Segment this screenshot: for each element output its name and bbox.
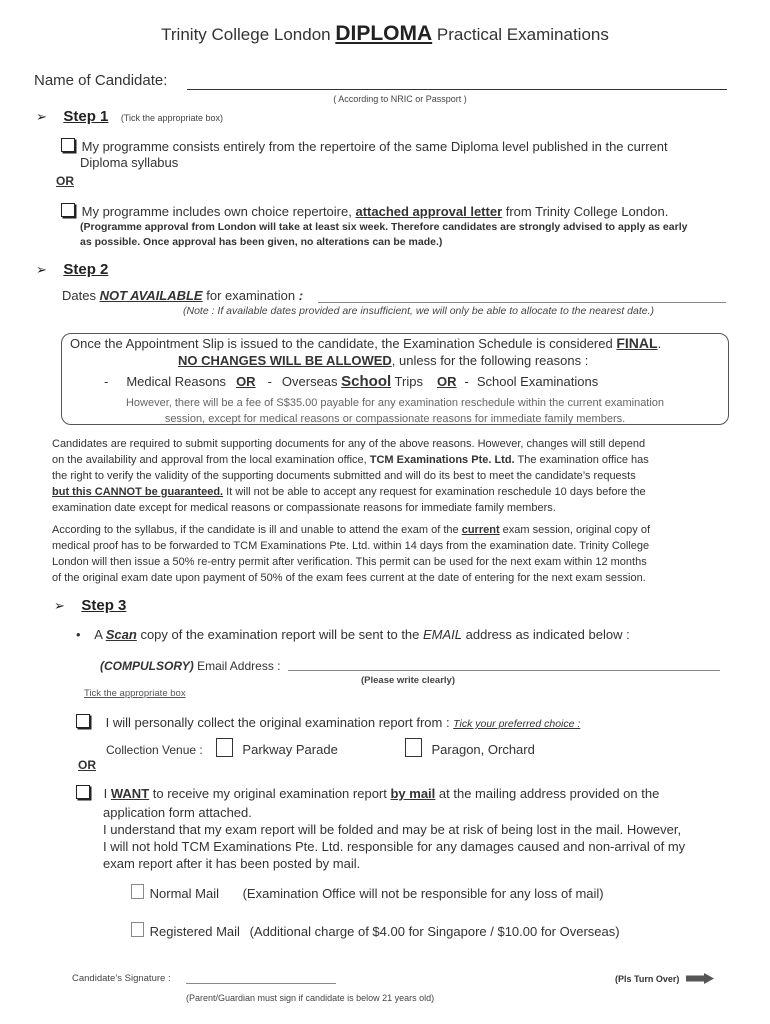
normal-mail-checkbox[interactable] <box>131 884 144 899</box>
notice-line2: NO CHANGES WILL BE ALLOWED, unless for the following reasons : <box>178 353 589 368</box>
step1-hint: (Tick the appropriate box) <box>120 113 224 123</box>
registered-mail-option: Registered Mail (Additional charge of $4.00 for Singapore / $10.00 for Overseas) <box>131 922 620 939</box>
option2-checkbox[interactable] <box>61 203 75 217</box>
mail-checkbox[interactable] <box>76 785 90 799</box>
collect-option: I will personally collect the original examination report from : Tick your preferred choice : <box>76 714 580 730</box>
step3-heading: Step 3 <box>81 597 127 614</box>
dates-note: (Note : If available dates provided are insufficient, we will only be able to allocate to the nearest date.) <box>183 305 655 317</box>
venue-paragon-label: Paragon, Orchard <box>431 742 535 757</box>
supporting-docs-paragraph: Candidates are required to submit supporting documents for any of the above reasons. However, changes will still depend on the availability and approval from the local examination office, TCM Examinations Pte. Ltd. The examination office has the right to verify the validity of the supporting documents submitted and will do its best to meet the candidate’s requests but this CANNOT be guaranteed. It will not be able to accept any request for examination reschedule 10 days before the examination date except for medical reasons or compassionate reasons for immediate family members. <box>52 438 649 514</box>
step3-header <box>54 597 126 615</box>
email-input-line[interactable] <box>288 669 720 671</box>
step1-or: OR <box>56 174 74 188</box>
step2-heading: Step 2 <box>63 261 109 278</box>
notice-line1: Once the Appointment Slip is issued to the candidate, the Examination Schedule is considered FINAL. <box>70 335 662 351</box>
arrow-bullet-icon: ➢ <box>54 598 65 613</box>
step1-option2: My programme includes own choice repertoire, attached approval letter from Trinity College London. <box>61 203 668 219</box>
tick-hint: Tick the appropriate box <box>84 688 186 699</box>
page-title: Trinity College London DIPLOMA Practical Examinations <box>161 22 609 45</box>
name-note: ( According to NRIC or Passport ) <box>333 94 467 104</box>
step1-note-line1: (Programme approval from London will take at least six week. Therefore candidates are strongly advised to apply as early <box>80 221 688 233</box>
registered-mail-checkbox[interactable] <box>131 922 144 937</box>
dates-label: Dates NOT AVAILABLE for examination : <box>62 288 304 303</box>
dates-input-line[interactable] <box>318 301 726 303</box>
syllabus-paragraph: According to the syllabus, if the candidate is ill and unable to attend the exam of the current exam session, original copy of medical proof has to be forwarded to TCM Examinations Pte. Ltd. within 14 days from the examination date. Trinity College London will then issue a 50% re-entry permit after verification. This permit can be used for the next exam within 12 months of the original exam date upon payment of 50% of the exam fees current at the date of entering for the next exam session. <box>52 524 651 584</box>
step1-note-line2: as possible. Once approval has been given, no alterations can be made.) <box>80 236 443 248</box>
step1-option1: My programme consists entirely from the repertoire of the same Diploma level published in the current <box>61 138 668 154</box>
signature-line[interactable] <box>186 982 336 984</box>
option1-checkbox[interactable] <box>61 138 75 152</box>
mail-details: application form attached. I understand that my exam report will be folded and may be at risk of being lost in the mail. However, I will not hold TCM Examinations Pte. Ltd. responsible for any damages caused and non-arrival of my exam report after it has been posted by mail. <box>103 805 686 871</box>
notice-reasons: - Medical Reasons OR - Overseas School Trips OR - School Examinations <box>104 373 599 390</box>
arrow-bullet-icon: ➢ <box>36 262 47 277</box>
email-note: (Please write clearly) <box>361 675 455 686</box>
notice-fee-line1: However, there will be a fee of S$35.00 payable for any examination reschedule within the current examination <box>125 397 665 409</box>
name-label: Name of Candidate: <box>34 72 168 89</box>
normal-mail-option: Normal Mail (Examination Office will not be responsible for any loss of mail) <box>131 884 604 901</box>
right-arrow-icon <box>686 973 714 984</box>
step1-heading: Step 1 <box>63 108 109 125</box>
step1-option1-cont: Diploma syllabus <box>80 155 179 170</box>
signature-label: Candidate’s Signature : <box>72 973 171 984</box>
approval-letter-text: attached approval letter <box>355 204 503 219</box>
venue-parkway-checkbox[interactable] <box>216 738 233 757</box>
venue-label: Collection Venue : <box>106 743 203 757</box>
notice-fee-line2: session, except for medical reasons or compassionate reasons for immediate family members. <box>164 413 626 425</box>
step1-header <box>36 108 223 126</box>
step3-or: OR <box>78 758 96 772</box>
title-emphasis: DIPLOMA <box>335 22 433 45</box>
turn-over-note: (Pls Turn Over) <box>615 973 714 984</box>
venue-row <box>106 738 535 757</box>
signature-note: (Parent/Guardian must sign if candidate is below 21 years old) <box>186 993 435 1003</box>
step2-header <box>36 261 108 279</box>
venue-parkway-label: Parkway Parade <box>242 742 338 757</box>
arrow-bullet-icon: ➢ <box>36 109 47 124</box>
collect-checkbox[interactable] <box>76 714 90 728</box>
email-label: (COMPULSORY) Email Address : <box>100 659 281 673</box>
scan-copy-line: • A Scan copy of the examination report will be sent to the EMAIL address as indicated below : <box>76 627 630 642</box>
venue-paragon-checkbox[interactable] <box>405 738 422 757</box>
mail-option: I WANT to receive my original examination report by mail at the mailing address provided on the <box>76 785 659 801</box>
bullet-icon: • <box>76 627 81 642</box>
name-input-line[interactable] <box>187 88 727 90</box>
